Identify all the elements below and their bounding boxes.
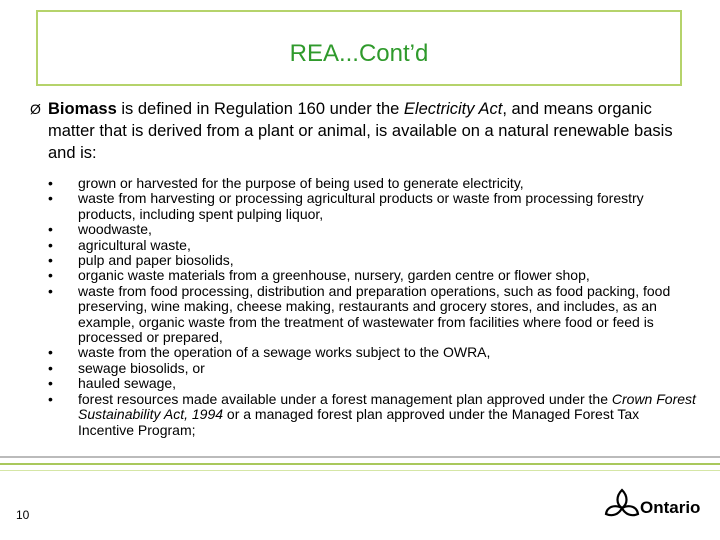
bullet-icon: • (48, 236, 53, 253)
list-item (48, 392, 698, 438)
list-item (48, 284, 698, 346)
list-item (48, 191, 698, 222)
list-item-text: grown or harvested for the purpose of being used to generate electricity, (78, 175, 524, 191)
intro-text (48, 98, 680, 164)
bullet-icon: • (48, 344, 53, 361)
list-item (48, 345, 698, 360)
list-item-text: pulp and paper biosolids, (78, 252, 234, 269)
bullet-icon: • (48, 267, 53, 284)
list-item (48, 222, 698, 237)
list-item (48, 238, 698, 253)
list-item (48, 176, 698, 191)
bullet-icon: • (48, 390, 53, 407)
crown-forest-act: Crown Forest Sustainability Act, 1994 (78, 390, 696, 423)
bullet-icon: • (48, 175, 53, 191)
bullet-icon: • (48, 359, 53, 376)
biomass-list (48, 176, 698, 438)
ontario-wordmark: Ontario (640, 498, 701, 517)
bullet-icon: • (48, 375, 53, 392)
page-number: 10 (16, 508, 30, 522)
list-item-text: agricultural waste, (78, 236, 191, 253)
biomass-term: Biomass (48, 100, 117, 118)
bullet-icon: • (48, 221, 53, 238)
last-item-text-1: forest resources made available under a forest management plan approved under the (78, 390, 612, 407)
electricity-act: Electricity Act (403, 100, 503, 118)
list-item-text: waste from harvesting or processing agricultural products or waste from processing forestry products, including spent pulping liquor, (78, 190, 644, 222)
bullet-icon: • (48, 282, 53, 299)
list-item-text: hauled sewage, (78, 375, 177, 392)
bullet-icon: • (48, 252, 53, 269)
footer-divider-light (0, 470, 720, 471)
slide-title: REA...Cont’d (289, 40, 429, 67)
intro-text-1: is defined in Regulation 160 under the (116, 100, 404, 118)
list-item-text: waste from food processing, distribution and preparation operations, such as food packing, food preserving, wine making, cheese making, restaurants and grocery stores, and includes, as an example, organic waste from the treatment of wastewater from facilities where food or feed is processed or prepared, (78, 282, 671, 346)
bullet-icon: • (48, 190, 53, 207)
list-item (48, 361, 698, 376)
title-box (36, 10, 682, 86)
arrow-bullet-icon: Ø (30, 101, 41, 117)
list-item-text: organic waste materials from a greenhouse, nursery, garden centre or flower shop, (78, 267, 590, 284)
trillium-icon (604, 486, 640, 526)
list-item (48, 268, 698, 283)
list-item-text: sewage biosolids, or (78, 359, 205, 376)
ontario-logo (604, 486, 710, 528)
list-item-text: woodwaste, (78, 221, 152, 238)
list-item-text: waste from the operation of a sewage works subject to the OWRA, (78, 344, 491, 361)
last-item-text-2: or a managed forest plan approved under the Managed Forest Tax Incentive Program; (78, 406, 640, 438)
footer-divider-grey (0, 456, 720, 458)
intro-text-2: , and means organic matter that is derived from a plant or animal, is available on a natural renewable basis and is: (48, 100, 673, 162)
footer-divider-green (0, 463, 720, 465)
list-item (48, 253, 698, 268)
list-item (48, 376, 698, 391)
intro-paragraph (30, 98, 680, 164)
